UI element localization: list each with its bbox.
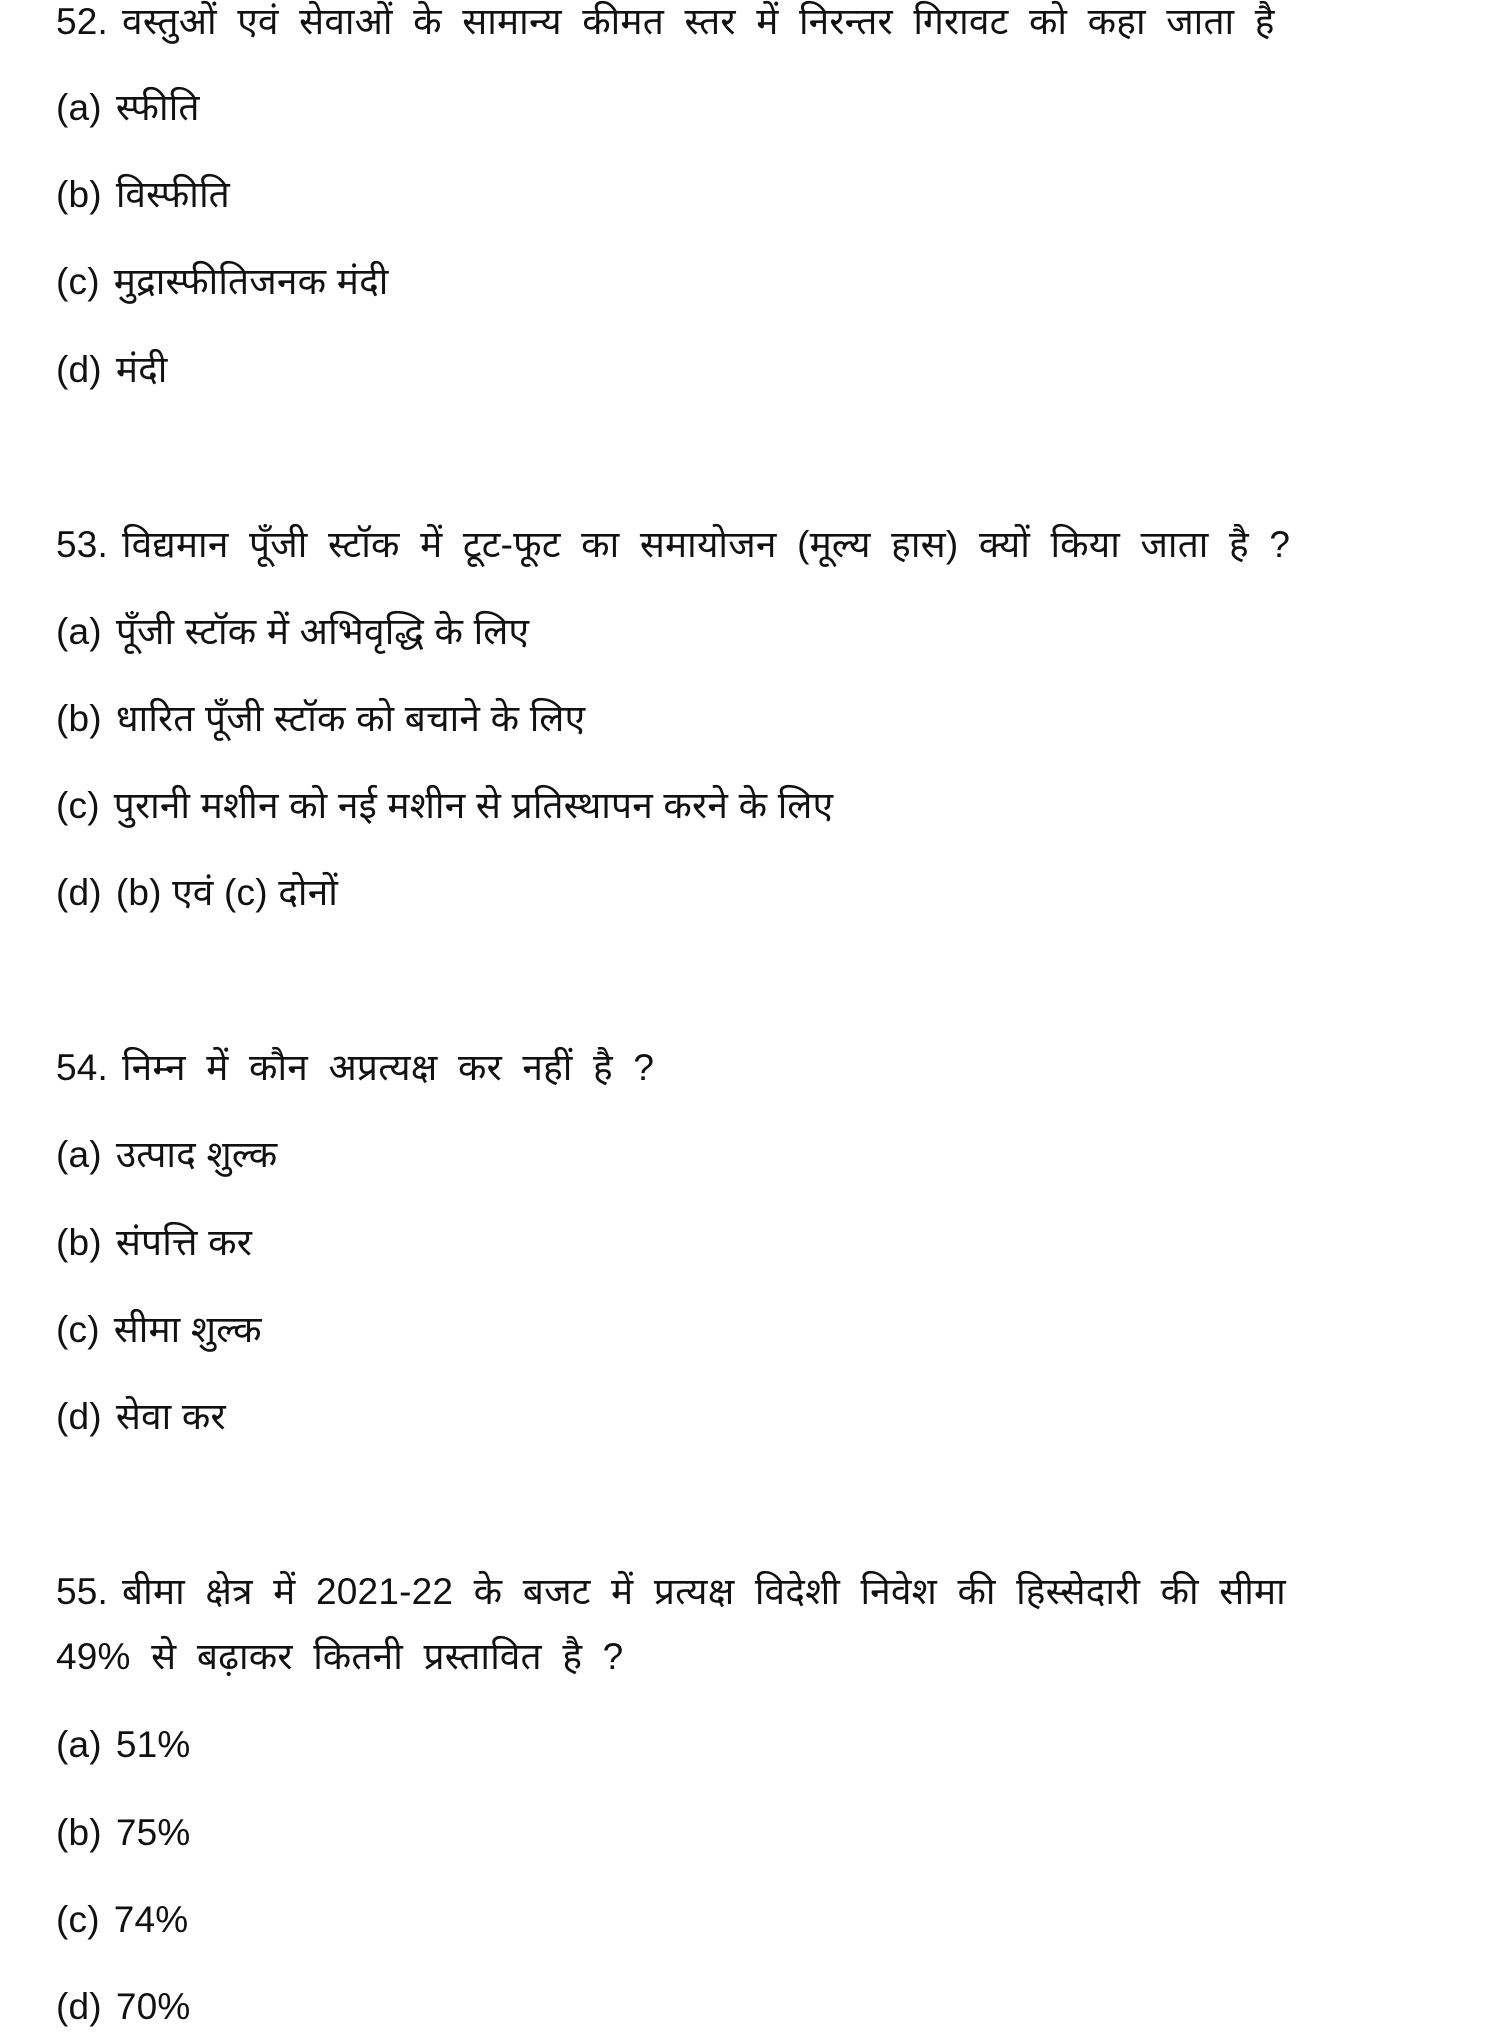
question-text-continued: 49% से बढ़ाकर कितनी प्रस्तावित है ? [56, 1636, 624, 1677]
option-label: (c) [56, 261, 100, 302]
option-text: धारित पूँजी स्टॉक को बचाने के लिए [115, 698, 586, 739]
option-54-a[interactable] [56, 1125, 1465, 1185]
question-number: 53. [56, 524, 109, 565]
option-text: संपत्ति कर [115, 1222, 253, 1263]
option-text: मुद्रास्फीतिजनक मंदी [113, 261, 389, 302]
option-label: (c) [56, 1899, 100, 1940]
option-text: 75% [115, 1812, 191, 1853]
option-54-b[interactable] [56, 1213, 1465, 1273]
option-52-c[interactable] [56, 252, 1465, 312]
option-text: मंदी [115, 349, 168, 390]
option-label: (d) [56, 349, 102, 390]
option-label: (d) [56, 1986, 102, 2027]
option-text: पूँजी स्टॉक में अभिवृद्धि के लिए [115, 611, 530, 652]
option-text: 51% [115, 1724, 191, 1765]
question-text: बीमा क्षेत्र में 2021-22 के बजट में प्रत्यक्ष विदेशी निवेश की हिस्सेदारी की सीमा [122, 1571, 1286, 1612]
option-52-a[interactable] [56, 78, 1465, 138]
option-53-c[interactable] [56, 776, 1465, 836]
option-53-d[interactable] [56, 863, 1465, 923]
option-53-b[interactable] [56, 689, 1465, 749]
option-53-a[interactable] [56, 602, 1465, 662]
question-55 [56, 1562, 1465, 1622]
question-54 [56, 1038, 1465, 1098]
question-53 [56, 515, 1465, 575]
option-text: (b) एवं (c) दोनों [115, 872, 339, 913]
option-55-a[interactable] [56, 1715, 1465, 1775]
question-number: 52. [56, 1, 109, 42]
option-label: (c) [56, 785, 100, 826]
option-label: (a) [56, 611, 102, 652]
question-55-line-2 [56, 1627, 1465, 1687]
question-text: निम्न में कौन अप्रत्यक्ष कर नहीं है ? [122, 1047, 655, 1088]
option-55-b[interactable] [56, 1803, 1465, 1863]
option-52-d[interactable] [56, 340, 1465, 400]
option-text: स्फीति [115, 87, 200, 128]
question-text: वस्तुओं एवं सेवाओं के सामान्य कीमत स्तर में निरन्तर गिरावट को कहा जाता है [122, 1, 1275, 42]
question-text: विद्यमान पूँजी स्टॉक में टूट-फूट का समायोजन (मूल्य हास) क्यों किया जाता है ? [122, 524, 1291, 565]
option-label: (b) [56, 174, 102, 215]
option-label: (a) [56, 1134, 102, 1175]
option-55-d[interactable] [56, 1977, 1465, 2037]
option-54-d[interactable] [56, 1387, 1465, 1447]
option-text: 70% [115, 1986, 191, 2027]
option-label: (c) [56, 1309, 100, 1350]
option-text: सीमा शुल्क [113, 1309, 262, 1350]
option-text: उत्पाद शुल्क [115, 1134, 278, 1175]
option-text: पुरानी मशीन को नई मशीन से प्रतिस्थापन करने के लिए [113, 785, 834, 826]
option-label: (b) [56, 698, 102, 739]
option-label: (d) [56, 1396, 102, 1437]
option-55-c[interactable] [56, 1890, 1465, 1950]
option-text: सेवा कर [115, 1396, 226, 1437]
option-text: 74% [113, 1899, 189, 1940]
option-54-c[interactable] [56, 1300, 1465, 1360]
option-label: (a) [56, 87, 102, 128]
option-label: (b) [56, 1222, 102, 1263]
option-text: विस्फीति [115, 174, 230, 215]
question-52 [56, 0, 1465, 52]
question-number: 54. [56, 1047, 109, 1088]
option-label: (b) [56, 1812, 102, 1853]
question-number: 55. [56, 1571, 109, 1612]
option-52-b[interactable] [56, 165, 1465, 225]
option-label: (a) [56, 1724, 102, 1765]
option-label: (d) [56, 872, 102, 913]
